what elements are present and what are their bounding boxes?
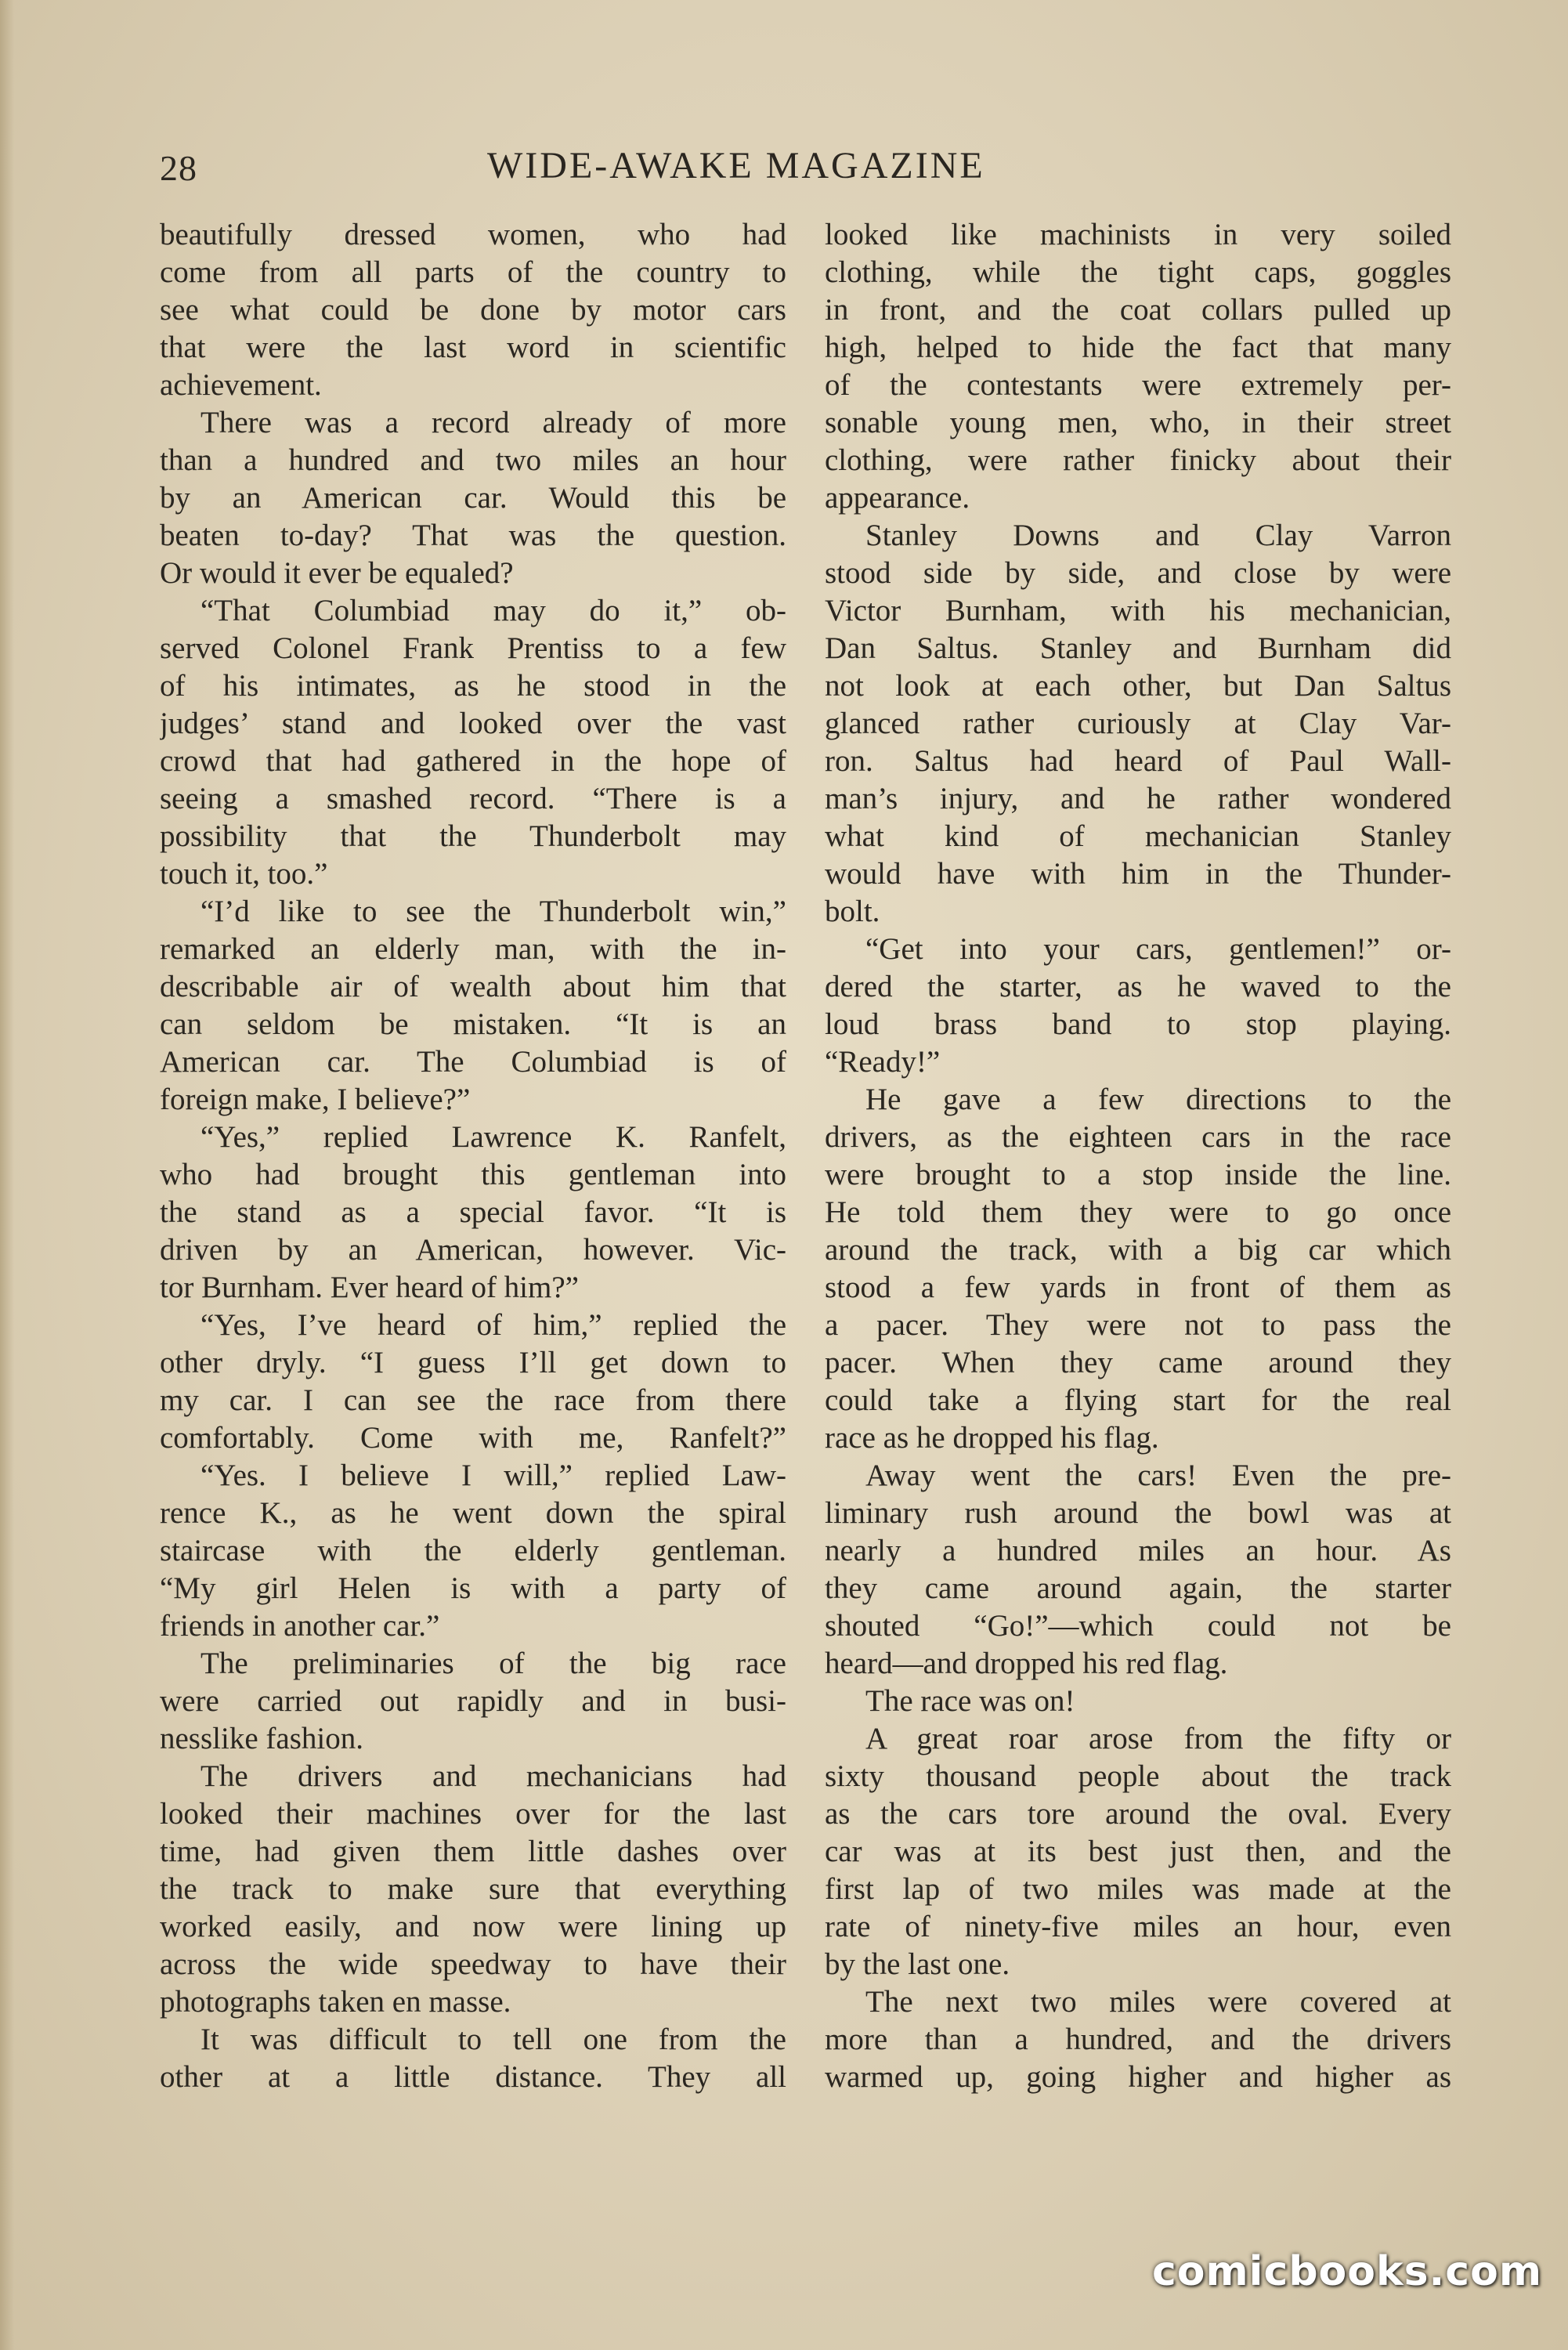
- text-line: come from all parts of the country to: [160, 255, 786, 289]
- text-line: around the track, with a big car which: [825, 1233, 1451, 1267]
- text-line: “That Columbiad may do it,” ob-: [201, 594, 786, 627]
- text-line: Stanley Downs and Clay Varron: [865, 519, 1451, 552]
- text-line: of his intimates, as he stood in the: [160, 669, 786, 703]
- text-line: “My girl Helen is with a party of: [160, 1571, 786, 1605]
- text-line: could take a flying start for the real: [825, 1383, 1451, 1417]
- text-line: rate of ninety-five miles an hour, even: [825, 1910, 1451, 1943]
- text-line: beaten to-day? That was the question.: [160, 519, 786, 552]
- text-line: sixty thousand people about the track: [825, 1759, 1451, 1793]
- text-line: would have with him in the Thunder-: [825, 857, 1451, 891]
- text-line: “Yes. I believe I will,” replied Law-: [201, 1459, 786, 1492]
- text-line: the stand as a special favor. “It is: [160, 1195, 786, 1229]
- text-line: liminary rush around the bowl was at: [825, 1496, 1451, 1530]
- text-line: time, had given them little dashes over: [160, 1835, 786, 1868]
- text-line: served Colonel Frank Prentiss to a few: [160, 631, 786, 665]
- text-line: stood a few yards in front of them as: [825, 1271, 1451, 1304]
- text-line: stood side by side, and close by were: [825, 556, 1451, 590]
- watermark-logo: comicbooks.com: [1151, 2248, 1543, 2295]
- text-line: “Ready!”: [825, 1045, 941, 1079]
- text-line: other dryly. “I guess I’ll get down to: [160, 1346, 786, 1379]
- text-line: “Yes, I’ve heard of him,” replied the: [201, 1308, 786, 1342]
- page-edge-shadow: [0, 0, 14, 2350]
- text-line: American car. The Columbiad is of: [160, 1045, 786, 1079]
- text-line: appearance.: [825, 481, 970, 515]
- text-line: loud brass band to stop playing.: [825, 1007, 1451, 1041]
- text-line: Victor Burnham, with his mechanician,: [825, 594, 1451, 627]
- text-line: were brought to a stop inside the line.: [825, 1158, 1451, 1191]
- text-line: foreign make, I believe?”: [160, 1083, 471, 1116]
- text-line: It was difficult to tell one from the: [201, 2023, 786, 2056]
- text-line: heard—and dropped his red flag.: [825, 1647, 1228, 1680]
- text-line: more than a hundred, and the drivers: [825, 2023, 1451, 2056]
- text-line: a pacer. They were not to pass the: [825, 1308, 1451, 1342]
- text-line: first lap of two miles was made at the: [825, 1872, 1451, 1906]
- text-line: He told them they were to go once: [825, 1195, 1451, 1229]
- running-head-title: WIDE-AWAKE MAGAZINE: [487, 145, 985, 186]
- text-line: looked like machinists in very soiled: [825, 218, 1451, 251]
- text-line: than a hundred and two miles an hour: [160, 443, 786, 477]
- page-number: 28: [160, 148, 197, 188]
- text-line: other at a little distance. They all: [160, 2060, 786, 2094]
- text-line: The race was on!: [865, 1684, 1075, 1718]
- text-line: drivers, as the eighteen cars in the race: [825, 1120, 1451, 1154]
- text-line: touch it, too.”: [160, 857, 328, 891]
- text-line: high, helped to hide the fact that many: [825, 331, 1451, 364]
- text-line: as the cars tore around the oval. Every: [825, 1797, 1451, 1831]
- text-line: “I’d like to see the Thunderbolt win,”: [201, 895, 786, 928]
- text-line: seeing a smashed record. “There is a: [160, 782, 786, 815]
- text-line: nesslike fashion.: [160, 1722, 363, 1755]
- text-line: possibility that the Thunderbolt may: [160, 819, 786, 853]
- text-line: The next two miles were covered at: [865, 1985, 1451, 2019]
- text-line: photographs taken en masse.: [160, 1985, 511, 2019]
- text-line: who had brought this gentleman into: [160, 1158, 786, 1191]
- text-line: clothing, while the tight caps, goggles: [825, 255, 1451, 289]
- text-line: There was a record already of more: [201, 406, 786, 439]
- text-line: The drivers and mechanicians had: [201, 1759, 786, 1793]
- text-line: beautifully dressed women, who had: [160, 218, 786, 251]
- text-line: friends in another car.”: [160, 1609, 440, 1643]
- text-line: “Get into your cars, gentlemen!” or-: [865, 932, 1451, 966]
- text-line: “Yes,” replied Lawrence K. Ranfelt,: [201, 1120, 786, 1154]
- text-line: clothing, were rather finicky about their: [825, 443, 1451, 477]
- text-line: crowd that had gathered in the hope of: [160, 744, 786, 778]
- text-line: Dan Saltus. Stanley and Burnham did: [825, 631, 1451, 665]
- text-line: Or would it ever be equaled?: [160, 556, 514, 590]
- text-line: Away went the cars! Even the pre-: [865, 1459, 1451, 1492]
- text-column-left: [160, 216, 786, 2096]
- text-line: rence K., as he went down the spiral: [160, 1496, 786, 1530]
- text-line: pacer. When they came around they: [825, 1346, 1451, 1379]
- text-line: can seldom be mistaken. “It is an: [160, 1007, 786, 1041]
- text-line: man’s injury, and he rather wondered: [825, 782, 1451, 815]
- text-line: that were the last word in scientific: [160, 331, 786, 364]
- text-line: driven by an American, however. Vic-: [160, 1233, 786, 1267]
- text-line: describable air of wealth about him that: [160, 970, 786, 1003]
- text-line: in front, and the coat collars pulled up: [825, 293, 1451, 327]
- text-line: across the wide speedway to have their: [160, 1947, 786, 1981]
- text-line: tor Burnham. Ever heard of him?”: [160, 1271, 579, 1304]
- text-column-right: [825, 216, 1451, 2096]
- text-line: A great roar arose from the fifty or: [865, 1722, 1451, 1755]
- text-line: dered the starter, as he waved to the: [825, 970, 1451, 1003]
- text-line: remarked an elderly man, with the in-: [160, 932, 786, 966]
- text-line: ron. Saltus had heard of Paul Wall-: [825, 744, 1451, 778]
- text-line: The preliminaries of the big race: [201, 1647, 786, 1680]
- text-line: looked their machines over for the last: [160, 1797, 786, 1831]
- text-line: the track to make sure that everything: [160, 1872, 786, 1906]
- text-line: were carried out rapidly and in busi-: [160, 1684, 786, 1718]
- text-line: of the contestants were extremely per-: [825, 368, 1451, 402]
- text-line: judges’ stand and looked over the vast: [160, 707, 786, 740]
- text-line: worked easily, and now were lining up: [160, 1910, 786, 1943]
- text-line: what kind of mechanician Stanley: [825, 819, 1451, 853]
- text-line: nearly a hundred miles an hour. As: [825, 1534, 1451, 1567]
- text-line: He gave a few directions to the: [865, 1083, 1451, 1116]
- text-line: staircase with the elderly gentleman.: [160, 1534, 786, 1567]
- text-line: by an American car. Would this be: [160, 481, 786, 515]
- text-line: shouted “Go!”—which could not be: [825, 1609, 1451, 1643]
- text-line: not look at each other, but Dan Saltus: [825, 669, 1451, 703]
- text-line: they came around again, the starter: [825, 1571, 1451, 1605]
- text-line: by the last one.: [825, 1947, 1010, 1981]
- text-line: my car. I can see the race from there: [160, 1383, 786, 1417]
- text-line: glanced rather curiously at Clay Var-: [825, 707, 1451, 740]
- text-line: see what could be done by motor cars: [160, 293, 786, 327]
- text-line: warmed up, going higher and higher as: [825, 2060, 1451, 2094]
- text-line: car was at its best just then, and the: [825, 1835, 1451, 1868]
- text-line: sonable young men, who, in their street: [825, 406, 1451, 439]
- text-line: comfortably. Come with me, Ranfelt?”: [160, 1421, 786, 1455]
- text-line: race as he dropped his flag.: [825, 1421, 1159, 1455]
- text-line: bolt.: [825, 895, 880, 928]
- text-line: achievement.: [160, 368, 322, 402]
